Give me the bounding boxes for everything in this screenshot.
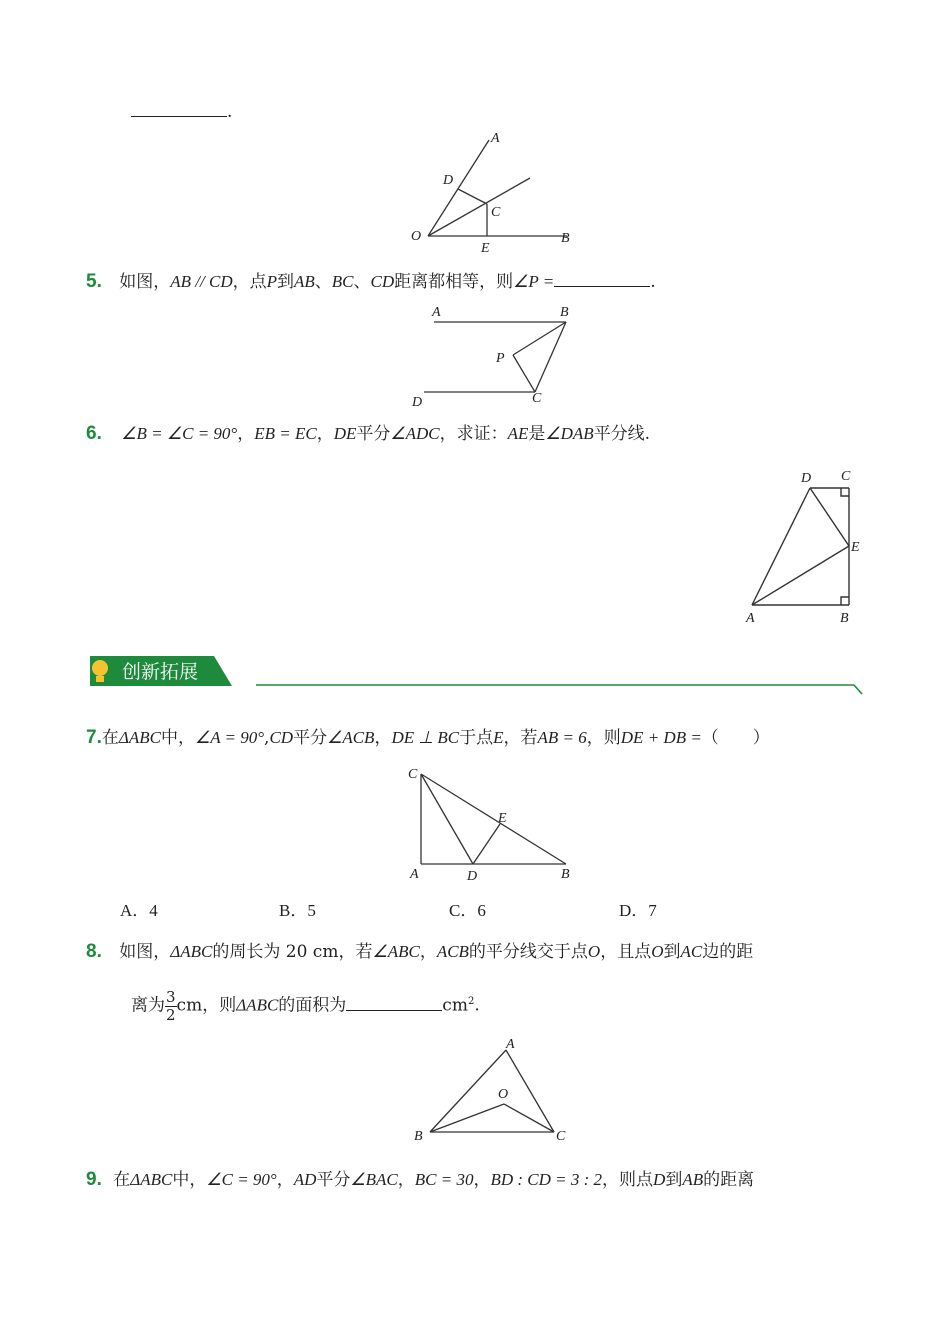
q5-point: P	[266, 272, 277, 291]
q6-cond: EB = EC	[254, 424, 317, 443]
option-b[interactable]: B．5	[279, 901, 316, 920]
figure-q4	[405, 128, 585, 253]
fraction	[165, 989, 177, 1024]
label-B: B	[560, 305, 569, 320]
question-number: 6.	[86, 423, 102, 444]
q6-text: 平分	[356, 424, 391, 444]
q8-unit: cm	[442, 995, 468, 1016]
label-B: B	[561, 867, 570, 882]
answer-blank	[131, 100, 227, 117]
label-C: C	[491, 205, 501, 220]
q5-cond: AB // CD	[170, 272, 233, 291]
label-A: A	[410, 867, 419, 882]
q9-text: ，	[473, 1170, 491, 1190]
q6-text: 平分线.	[593, 424, 651, 444]
section-banner	[86, 652, 866, 696]
question-8-line2	[131, 982, 480, 1026]
q5-angle: ∠P =	[513, 272, 555, 291]
q9-expr: AD	[293, 1170, 317, 1189]
q9-expr: BC = 30	[414, 1170, 474, 1189]
q9-text: ，	[276, 1170, 294, 1190]
q8-expr: ΔABC	[170, 942, 213, 961]
q8-text: 的周长为 20 cm，若	[212, 942, 373, 962]
label-A: A	[491, 131, 500, 146]
figure-q6	[740, 462, 870, 630]
label-A: A	[746, 611, 755, 626]
label-D: D	[443, 173, 454, 188]
section-title: 创新拓展	[122, 661, 199, 683]
q7-expr: AB = 6	[537, 728, 587, 747]
blank-suffix: .	[227, 102, 233, 122]
figure-q8	[408, 1034, 578, 1146]
label-B: B	[414, 1129, 423, 1144]
q6-cond: ∠ADC	[390, 424, 440, 443]
q5-seg: BC	[331, 272, 354, 291]
q9-text: ，	[397, 1170, 415, 1190]
question-number: 8.	[86, 941, 102, 962]
q5-text: 距离都相等，则	[394, 272, 514, 292]
q5-text: 到	[277, 272, 294, 292]
q9-text: 到	[665, 1170, 683, 1190]
label-O: O	[498, 1087, 509, 1102]
label-B: B	[840, 611, 849, 626]
label-C: C	[556, 1129, 566, 1144]
q8-text: 到	[663, 942, 681, 962]
q8-end: .	[474, 995, 480, 1016]
question-number: 7.	[86, 727, 102, 748]
q8-text: 离为	[131, 995, 165, 1016]
q5-sep: 、	[353, 272, 371, 292]
q9-text: 中，	[172, 1170, 207, 1190]
fraction-denominator: 2	[166, 1005, 176, 1024]
q7-text: ，则	[586, 728, 621, 748]
q7-text: 中，	[160, 728, 195, 748]
q8-text: 的面积为	[278, 995, 347, 1016]
question-number: 9.	[86, 1169, 102, 1190]
q8-expr: ∠ABC	[372, 942, 420, 961]
q9-expr: ΔABC	[130, 1170, 173, 1189]
top-answer-line	[131, 100, 232, 124]
option-a[interactable]: A．4	[120, 901, 158, 920]
question-5	[86, 270, 656, 294]
q7-expr: CD	[269, 728, 294, 747]
q9-text: ，则点	[602, 1170, 654, 1190]
q5-end: .	[650, 272, 656, 292]
q7-expr: DE + DB =	[620, 728, 702, 747]
option-c[interactable]: C．6	[449, 901, 486, 920]
question-number: 5.	[86, 271, 102, 292]
q9-text: 在	[113, 1170, 131, 1190]
label-D: D	[412, 395, 423, 410]
label-E: E	[851, 540, 860, 555]
label-P: P	[496, 351, 505, 366]
q5-sep: 、	[314, 272, 332, 292]
q7-text: ，	[374, 728, 392, 748]
label-B: B	[561, 231, 570, 246]
q7-text: 平分	[293, 728, 328, 748]
question-8-line1	[86, 940, 753, 964]
q8-text: ，且点	[600, 942, 652, 962]
lightbulb-icon	[92, 660, 108, 676]
answer-blank	[554, 270, 650, 287]
question-9	[86, 1168, 754, 1192]
label-C: C	[408, 767, 418, 782]
q6-text: 是	[528, 424, 546, 444]
q9-text: 的距离	[703, 1170, 755, 1190]
label-C: C	[532, 391, 542, 406]
q9-expr: AB	[682, 1170, 704, 1189]
q6-text: ，	[316, 424, 334, 444]
figure-q7	[404, 760, 584, 884]
label-A: A	[432, 305, 441, 320]
q5-seg: CD	[370, 272, 395, 291]
question-6	[86, 422, 650, 446]
option-d[interactable]: D．7	[619, 901, 657, 920]
q9-expr: ∠BAC	[350, 1170, 398, 1189]
answer-blank	[346, 994, 442, 1011]
q9-expr: BD : CD = 3 : 2	[490, 1170, 603, 1189]
q7-text: ，若	[503, 728, 538, 748]
q7-text: 于点	[459, 728, 494, 748]
label-A: A	[506, 1037, 515, 1052]
q7-paren: （ ）	[701, 728, 770, 748]
label-D: D	[801, 471, 812, 486]
q8-expr: ΔABC	[236, 995, 279, 1015]
label-D: D	[467, 869, 478, 884]
q6-cond: ∠DAB	[545, 424, 594, 443]
label-E: E	[498, 811, 507, 826]
q8-expr: O	[587, 942, 601, 961]
q7-expr: ΔABC	[118, 728, 161, 747]
q8-expr: AC	[680, 942, 703, 961]
q8-expr: ACB	[436, 942, 469, 961]
q7-expr: E	[493, 728, 504, 747]
q9-expr: ∠C = 90°	[206, 1170, 277, 1189]
q5-seg: AB	[294, 272, 315, 291]
q6-text: ，	[237, 424, 255, 444]
figure-q5	[410, 300, 585, 412]
q8-text: cm，则	[176, 995, 237, 1016]
fraction-numerator: 3	[166, 987, 176, 1006]
q8-unit-sup: 2	[467, 996, 475, 1007]
q7-expr: ∠A = 90°	[194, 728, 265, 747]
q9-text: 平分	[316, 1170, 351, 1190]
q5-text: ，点	[232, 272, 267, 292]
q7-expr: ∠ACB	[327, 728, 375, 747]
q7-text: 在	[101, 728, 119, 748]
q9-expr: D	[653, 1170, 666, 1189]
q5-text: 如图，	[119, 272, 171, 292]
q7-expr: DE ⊥ BC	[391, 728, 460, 747]
q6-cond: DE	[333, 424, 357, 443]
q7-text: ,	[264, 728, 270, 748]
label-C: C	[841, 469, 851, 484]
label-E: E	[481, 241, 490, 253]
q6-text: ，求证：	[439, 424, 508, 444]
q8-text: ，	[419, 942, 437, 962]
q8-text: 如图，	[119, 942, 171, 962]
q8-text: 的平分线交于点	[468, 942, 588, 962]
q8-expr: O	[651, 942, 664, 961]
label-O: O	[411, 229, 422, 244]
q6-cond: AE	[507, 424, 529, 443]
q8-text: 边的距	[702, 942, 754, 962]
q6-cond: ∠B = ∠C = 90°	[121, 424, 238, 443]
question-7	[86, 726, 770, 750]
